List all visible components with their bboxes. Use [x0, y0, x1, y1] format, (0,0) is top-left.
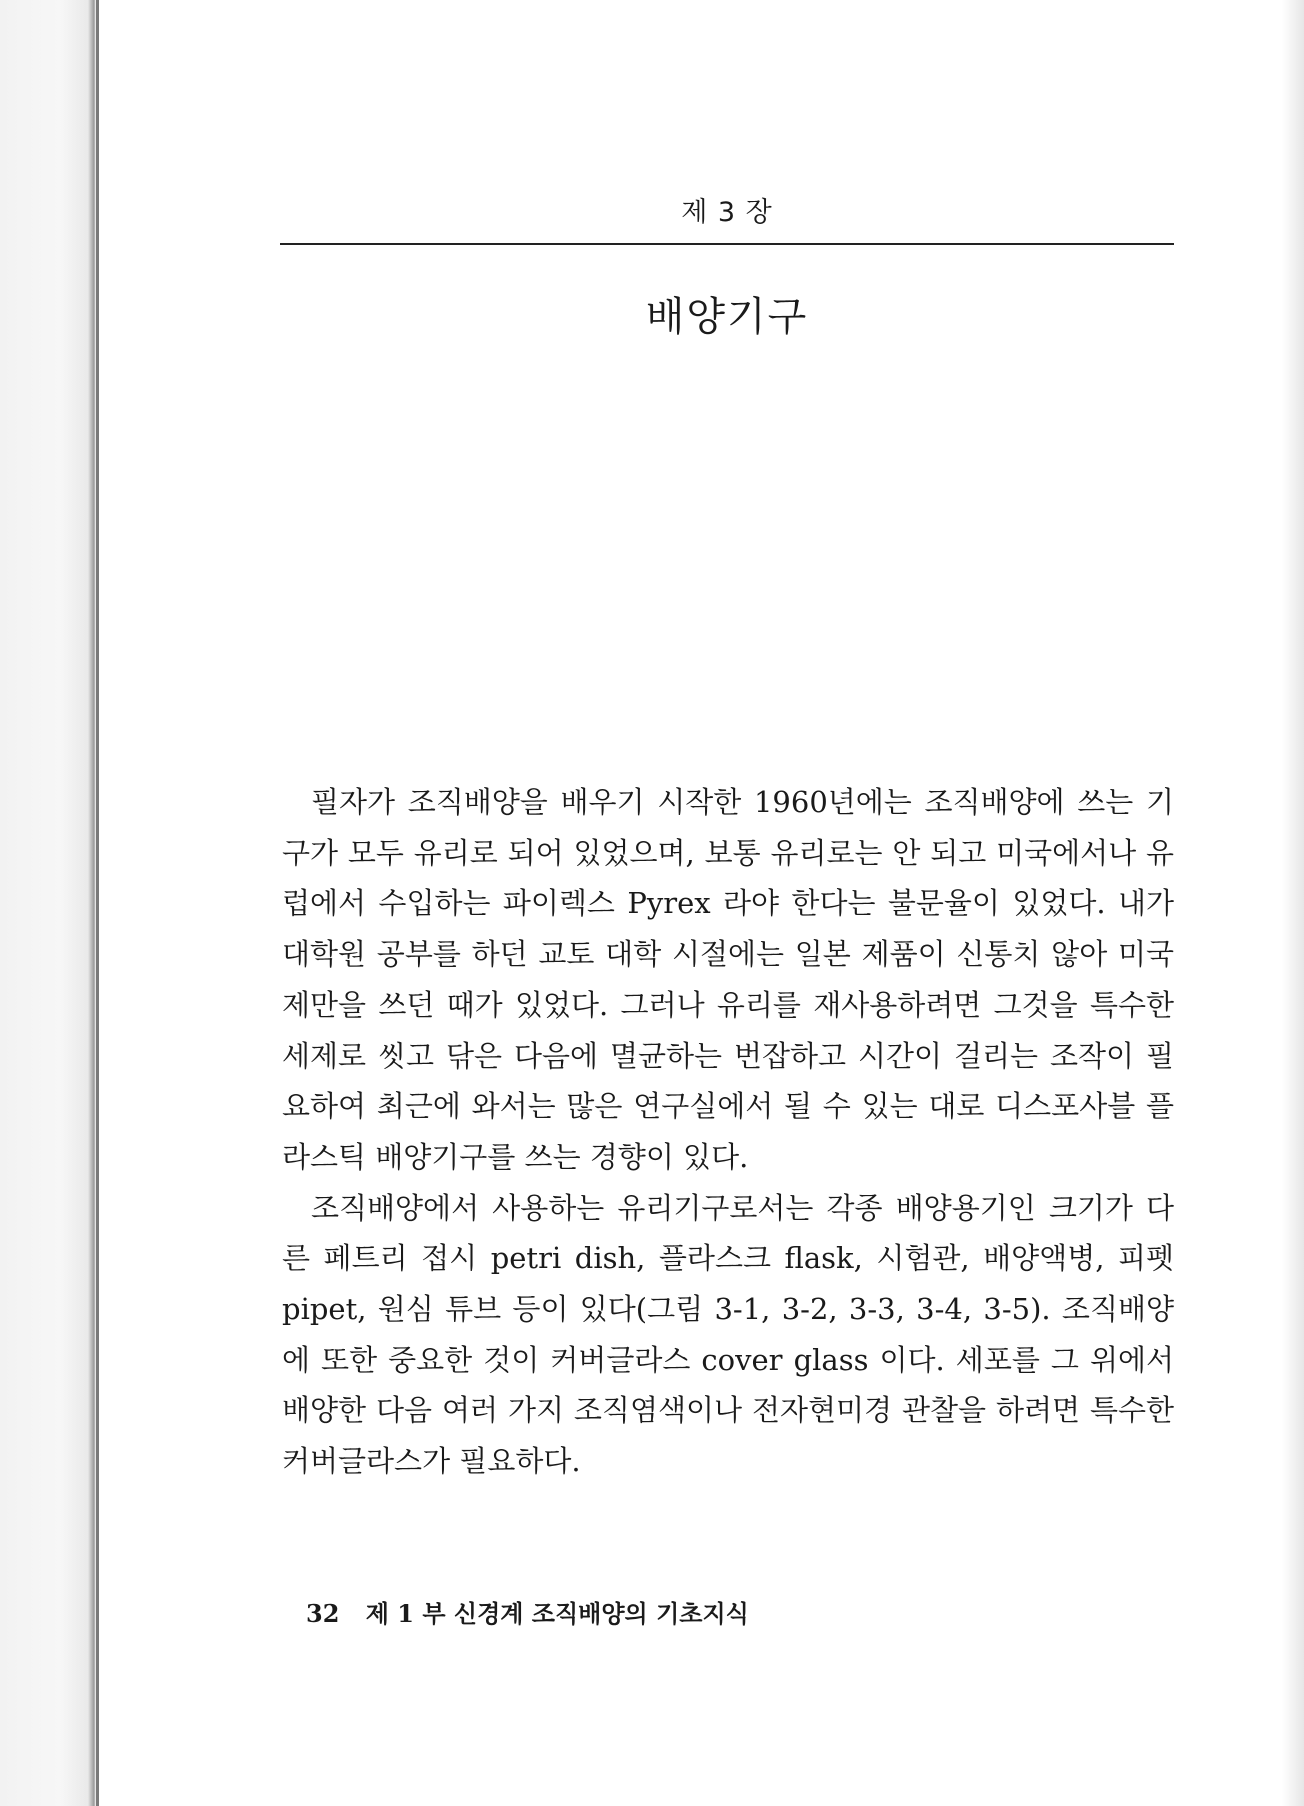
running-title: 제 1 부 신경계 조직배양의 기초지식: [365, 1599, 749, 1628]
body-text: [282, 777, 1174, 1487]
chapter-divider: [280, 243, 1174, 245]
page-footer: [306, 1594, 749, 1629]
binding-line: [96, 0, 99, 1806]
page-number: 32: [306, 1599, 340, 1628]
paragraph: 조직배양에서 사용하는 유리기구로서는 각종 배양용기인 크기가 다른 페트리 접시 petri dish, 플라스크 flask, 시험관, 배양액병, 피펫 pipet, 원심 튜브 등이 있다(그림 3-1, 3-2, 3-3, 3-4, 3-5). 조직배양에 또한 중요한 것이 커버글라스 cover glass 이다. 세포를 그 위에서 배양한 다음 여러 가지 조직염색이나 전자현미경 관찰을 하려면 특수한 커버글라스가 필요하다.: [282, 1190, 1174, 1479]
right-edge-shadow: [1282, 0, 1304, 1806]
page-edge-shadow: [0, 0, 96, 1806]
chapter-title: 배양기구: [645, 293, 809, 340]
chapter-label: 제 3 장: [681, 197, 773, 228]
paragraph: 필자가 조직배양을 배우기 시작한 1960년에는 조직배양에 쓰는 기구가 모두 유리로 되어 있었으며, 보통 유리로는 안 되고 미국에서나 유럽에서 수입하는 파이렉스 Pyrex 라야 한다는 불문율이 있었다. 내가 대학원 공부를 하던 교토 대학 시절에는 일본 제품이 신통치 않아 미국제만을 쓰던 때가 있었다. 그러나 유리를 재사용하려면 그것을 특수한 세제로 씻고 닦은 다음에 멸균하는 번잡하고 시간이 걸리는 조작이 필요하여 최근에 와서는 많은 연구실에서 될 수 있는 대로 디스포사블 플라스틱 배양기구를 쓰는 경향이 있다.: [282, 785, 1174, 1174]
